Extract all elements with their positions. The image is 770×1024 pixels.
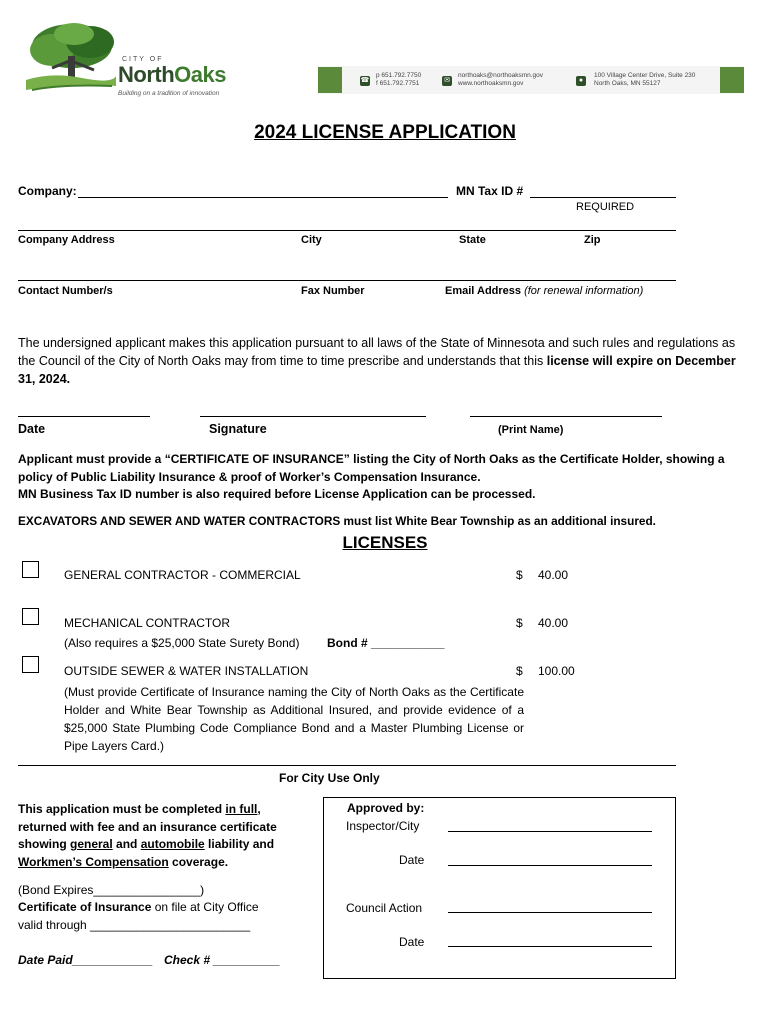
header-email: northoaks@northoaksmn.gov www.northoaksmn.gov: [458, 72, 544, 87]
approved-by-label: Approved by:: [347, 801, 425, 815]
header-green-block-right: [720, 67, 744, 93]
company-label: Company:: [18, 184, 77, 198]
inspector-label: Inspector/City: [346, 819, 420, 833]
header-phone: p 651.792.7750 f 651.792.7751: [376, 72, 422, 87]
page-title: 2024 LICENSE APPLICATION: [254, 122, 516, 143]
city-label: City: [301, 234, 322, 246]
approval-date-input[interactable]: [448, 865, 652, 866]
company-address-label: Company Address: [18, 234, 115, 246]
valid-through-field[interactable]: valid through ________________________: [18, 918, 251, 932]
fax-label: Fax Number: [301, 285, 365, 297]
bond-expires-field[interactable]: (Bond Expires________________): [18, 883, 205, 897]
check-number-field[interactable]: Check # __________: [164, 953, 281, 967]
council-action-label: Council Action: [346, 901, 423, 915]
license-fee-mechanical: 40.00: [538, 616, 569, 630]
zip-label: Zip: [584, 234, 601, 246]
outside-sewer-checkbox[interactable]: [22, 656, 39, 673]
mn-tax-input[interactable]: [530, 197, 676, 198]
print-name-input[interactable]: [470, 416, 662, 417]
council-date-input[interactable]: [448, 946, 652, 947]
logo-name: NorthOaks: [118, 62, 226, 87]
date-input[interactable]: [18, 416, 150, 417]
header-green-block-left: [318, 67, 342, 93]
logo-city-text: CITY OF: [122, 56, 164, 63]
city-logo-tree: [22, 20, 118, 98]
license-currency-sewer: $: [516, 664, 523, 678]
general-contractor-checkbox[interactable]: [22, 561, 39, 578]
contact-label: Contact Number/s: [18, 285, 113, 297]
license-fee-sewer: 100.00: [538, 664, 575, 678]
email-icon: ✉: [442, 76, 452, 86]
sewer-note: (Must provide Certificate of Insurance naming the City of North Oaks as the Certificate Holder and White Bear Township as Additional Insured, and provide evidence of a $25,000 State Plumbing Code Compliance Bond and a Master Plumbing License or Pipe Layers Card.): [64, 685, 524, 753]
required-label: REQUIRED: [576, 201, 635, 213]
company-address-input[interactable]: [18, 230, 676, 231]
signature-label: Signature: [209, 422, 267, 436]
state-label: State: [459, 234, 486, 246]
print-name-label: (Print Name): [498, 424, 564, 436]
license-currency-mechanical: $: [516, 616, 523, 630]
applicant-statement: The undersigned applicant makes this application pursuant to all laws of the State of Minnesota and such rules and regulations as the Council of the City of North Oaks may from time to time prescribe and understands that this license will expire on December 31, 2024.: [18, 336, 736, 386]
logo-tagline: Building on a tradition of innovation: [118, 90, 220, 97]
city-use-divider: [18, 765, 676, 766]
license-name-mechanical: MECHANICAL CONTRACTOR: [64, 616, 231, 630]
excavators-notice: EXCAVATORS AND SEWER AND WATER CONTRACTORS must list White Bear Township as an additional insured.: [18, 514, 656, 528]
licenses-heading: LICENSES: [342, 533, 428, 552]
approval-date-label: Date: [399, 853, 425, 867]
mechanical-note: (Also requires a $25,000 State Surety Bond): [64, 636, 300, 650]
insurance-notice: Applicant must provide a “CERTIFICATE OF INSURANCE” listing the City of North Oaks as the Certificate Holder, showing a policy of Public Liability Insurance & proof of Worker’s Compensation Insurance. MN Business Tax ID number is also required before License Application can be processed.: [18, 452, 725, 501]
license-name-general: GENERAL CONTRACTOR - COMMERCIAL: [64, 568, 301, 582]
city-use-heading: For City Use Only: [279, 771, 380, 785]
contact-row-input[interactable]: [18, 280, 676, 281]
council-date-label: Date: [399, 935, 425, 949]
header-address: 100 Village Center Drive, Suite 230 North Oaks, MN 55127: [594, 72, 696, 87]
inspector-input[interactable]: [448, 831, 652, 832]
location-icon: ●: [576, 76, 586, 86]
license-name-sewer: OUTSIDE SEWER & WATER INSTALLATION: [64, 664, 309, 678]
signature-input[interactable]: [200, 416, 426, 417]
date-paid-field[interactable]: Date Paid____________: [18, 953, 153, 967]
council-action-input[interactable]: [448, 912, 652, 913]
bond-number-field[interactable]: Bond # ___________: [327, 636, 445, 650]
mn-tax-label: MN Tax ID #: [456, 184, 524, 198]
license-fee-general: 40.00: [538, 568, 569, 582]
mechanical-contractor-checkbox[interactable]: [22, 608, 39, 625]
certificate-on-file: Certificate of Insurance on file at City Office: [18, 900, 259, 914]
license-currency-general: $: [516, 568, 523, 582]
date-label: Date: [18, 422, 46, 436]
city-use-instructions: This application must be completed in full, returned with fee and an insurance certificate showing general and automobile liability and Workmen’s Compensation coverage.: [18, 802, 277, 869]
phone-icon: ☎: [360, 77, 370, 84]
company-input[interactable]: [78, 197, 448, 198]
email-label: Email Address (for renewal information): [445, 285, 644, 297]
